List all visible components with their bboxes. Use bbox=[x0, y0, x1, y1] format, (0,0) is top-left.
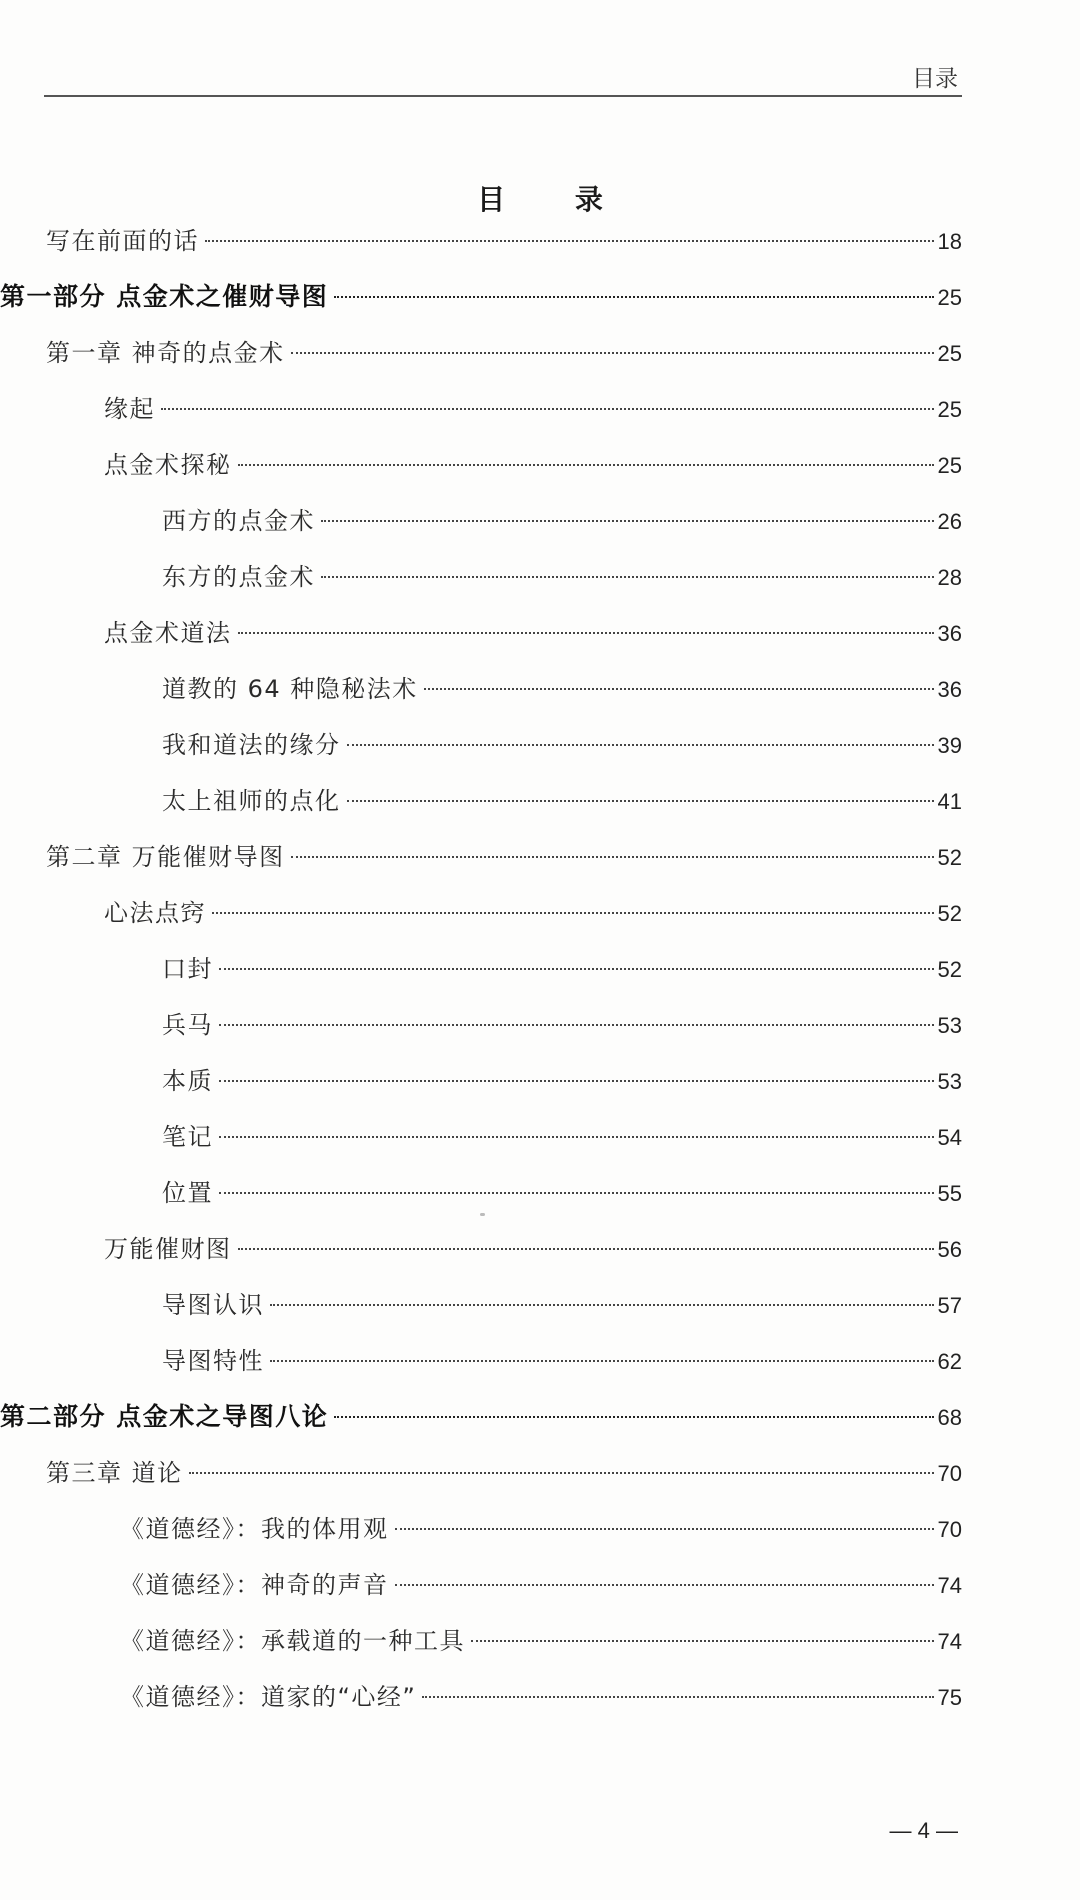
toc-entry[interactable] bbox=[0, 1109, 1080, 1165]
toc-entry-page: 36 bbox=[937, 677, 962, 702]
toc-entry-label: 道教的 64 种隐秘法术 bbox=[162, 675, 418, 703]
dot-leader bbox=[424, 688, 934, 690]
toc-entry[interactable] bbox=[0, 1501, 1080, 1557]
toc-entry-page: 62 bbox=[937, 1349, 962, 1374]
toc-entry[interactable] bbox=[0, 437, 1080, 493]
dot-leader bbox=[347, 744, 934, 746]
dot-leader bbox=[205, 240, 934, 242]
dot-leader bbox=[270, 1304, 934, 1306]
dot-leader bbox=[219, 1192, 934, 1194]
toc-entry-label: 点金术探秘 bbox=[104, 451, 232, 479]
header-rule bbox=[44, 95, 962, 97]
toc-entry-label: 第二章 万能催财导图 bbox=[46, 843, 285, 871]
page-title: 目 录 bbox=[477, 183, 633, 216]
toc-entry[interactable] bbox=[0, 549, 1080, 605]
toc-entry-label: 口封 bbox=[162, 955, 213, 983]
toc-entry-label: 心法点窍 bbox=[104, 899, 206, 927]
dot-leader bbox=[395, 1584, 934, 1586]
toc-entry-label: 兵马 bbox=[162, 1011, 213, 1039]
toc-entry-page: 41 bbox=[937, 789, 962, 814]
toc-entry[interactable] bbox=[0, 1613, 1080, 1669]
toc-entry-page: 25 bbox=[937, 341, 962, 366]
dot-leader bbox=[219, 1080, 934, 1082]
toc-entry[interactable] bbox=[0, 1053, 1080, 1109]
toc-entry-page: 26 bbox=[937, 509, 962, 534]
toc-entry-label: 本质 bbox=[162, 1067, 213, 1095]
toc-entry[interactable] bbox=[0, 717, 1080, 773]
dot-leader bbox=[212, 912, 934, 914]
toc-entry-page: 70 bbox=[937, 1517, 962, 1542]
toc-entry-label: 《道德经》：承载道的一种工具 bbox=[120, 1627, 465, 1655]
running-header: 目录 bbox=[912, 66, 958, 92]
dot-leader bbox=[471, 1640, 934, 1642]
print-speck bbox=[480, 1213, 485, 1216]
dot-leader bbox=[219, 1024, 934, 1026]
toc-entry-page: 68 bbox=[937, 1405, 962, 1430]
toc-entry-page: 53 bbox=[937, 1069, 962, 1094]
toc-entry-label: 太上祖师的点化 bbox=[162, 787, 341, 815]
toc-entry-label: 缘起 bbox=[104, 395, 155, 423]
page-number: — 4 — bbox=[889, 1818, 958, 1843]
toc-entry[interactable] bbox=[0, 829, 1080, 885]
toc-entry[interactable] bbox=[0, 1277, 1080, 1333]
dot-leader bbox=[422, 1696, 933, 1698]
toc-entry-label: 位置 bbox=[162, 1179, 213, 1207]
toc-entry-label: 第一章 神奇的点金术 bbox=[46, 339, 285, 367]
dot-leader bbox=[291, 352, 934, 354]
toc-entry[interactable] bbox=[0, 605, 1080, 661]
dot-leader bbox=[321, 576, 934, 578]
toc-entry-label: 导图特性 bbox=[162, 1347, 264, 1375]
toc-entry[interactable] bbox=[0, 885, 1080, 941]
dot-leader bbox=[238, 1248, 934, 1250]
toc-entry-label: 第二部分 点金术之导图八论 bbox=[0, 1402, 329, 1431]
toc-entry-label: 第三章 道论 bbox=[46, 1459, 183, 1487]
toc-entry-label: 东方的点金术 bbox=[162, 563, 315, 591]
toc-entry[interactable] bbox=[0, 661, 1080, 717]
toc-entry-label: 笔记 bbox=[162, 1123, 213, 1151]
toc-entry-page: 18 bbox=[937, 229, 962, 254]
toc-entry-page: 25 bbox=[937, 453, 962, 478]
toc-entry[interactable] bbox=[0, 1165, 1080, 1221]
toc-entry-page: 36 bbox=[937, 621, 962, 646]
toc-entry-page: 52 bbox=[937, 957, 962, 982]
toc-entry[interactable] bbox=[0, 1557, 1080, 1613]
dot-leader bbox=[347, 800, 934, 802]
dot-leader bbox=[395, 1528, 934, 1530]
dot-leader bbox=[321, 520, 934, 522]
toc-entry[interactable] bbox=[0, 1389, 1080, 1445]
dot-leader bbox=[291, 856, 934, 858]
toc-entry-page: 52 bbox=[937, 901, 962, 926]
toc-entry-page: 52 bbox=[937, 845, 962, 870]
toc-entry[interactable] bbox=[0, 1445, 1080, 1501]
toc-entry-page: 74 bbox=[937, 1573, 962, 1598]
toc-entry-page: 75 bbox=[937, 1685, 962, 1710]
toc-entry-page: 25 bbox=[937, 397, 962, 422]
toc-entry[interactable] bbox=[0, 941, 1080, 997]
dot-leader bbox=[219, 1136, 934, 1138]
toc-entry-page: 25 bbox=[937, 285, 962, 310]
toc-entry[interactable] bbox=[0, 1333, 1080, 1389]
dot-leader bbox=[238, 632, 934, 634]
toc-entry[interactable] bbox=[0, 213, 1080, 269]
toc-entry-label: 写在前面的话 bbox=[46, 227, 199, 255]
dot-leader bbox=[161, 408, 934, 410]
toc-entry-page: 56 bbox=[937, 1237, 962, 1262]
toc-entry-label: 西方的点金术 bbox=[162, 507, 315, 535]
toc-entry-label: 点金术道法 bbox=[104, 619, 232, 647]
toc-entry-page: 70 bbox=[937, 1461, 962, 1486]
toc-entry[interactable] bbox=[0, 773, 1080, 829]
dot-leader bbox=[334, 1416, 933, 1418]
toc-entry-page: 74 bbox=[937, 1629, 962, 1654]
toc-entry[interactable] bbox=[0, 1669, 1080, 1725]
toc-entry-label: 我和道法的缘分 bbox=[162, 731, 341, 759]
dot-leader bbox=[270, 1360, 934, 1362]
toc-entry-label: 第一部分 点金术之催财导图 bbox=[0, 282, 329, 311]
toc-entry-page: 57 bbox=[937, 1293, 962, 1318]
toc-entry-label: 导图认识 bbox=[162, 1291, 264, 1319]
toc-entry-label: 万能催财图 bbox=[104, 1235, 232, 1263]
dot-leader bbox=[238, 464, 934, 466]
toc-entry-page: 28 bbox=[937, 565, 962, 590]
toc-entry-page: 53 bbox=[937, 1013, 962, 1038]
dot-leader bbox=[334, 296, 933, 298]
toc-entry[interactable] bbox=[0, 1221, 1080, 1277]
toc-entry-label: 《道德经》：道家的“心经” bbox=[120, 1683, 417, 1711]
toc-entry[interactable] bbox=[0, 269, 1080, 325]
dot-leader bbox=[189, 1472, 934, 1474]
toc-entry-page: 55 bbox=[937, 1181, 962, 1206]
toc-entry-page: 39 bbox=[937, 733, 962, 758]
toc-entry-page: 54 bbox=[937, 1125, 962, 1150]
table-of-contents bbox=[0, 213, 1080, 1725]
toc-entry-label: 《道德经》：神奇的声音 bbox=[120, 1571, 389, 1599]
toc-entry[interactable] bbox=[0, 493, 1080, 549]
toc-entry-label: 《道德经》：我的体用观 bbox=[120, 1515, 389, 1543]
toc-entry[interactable] bbox=[0, 381, 1080, 437]
toc-entry[interactable] bbox=[0, 325, 1080, 381]
toc-entry[interactable] bbox=[0, 997, 1080, 1053]
dot-leader bbox=[219, 968, 934, 970]
